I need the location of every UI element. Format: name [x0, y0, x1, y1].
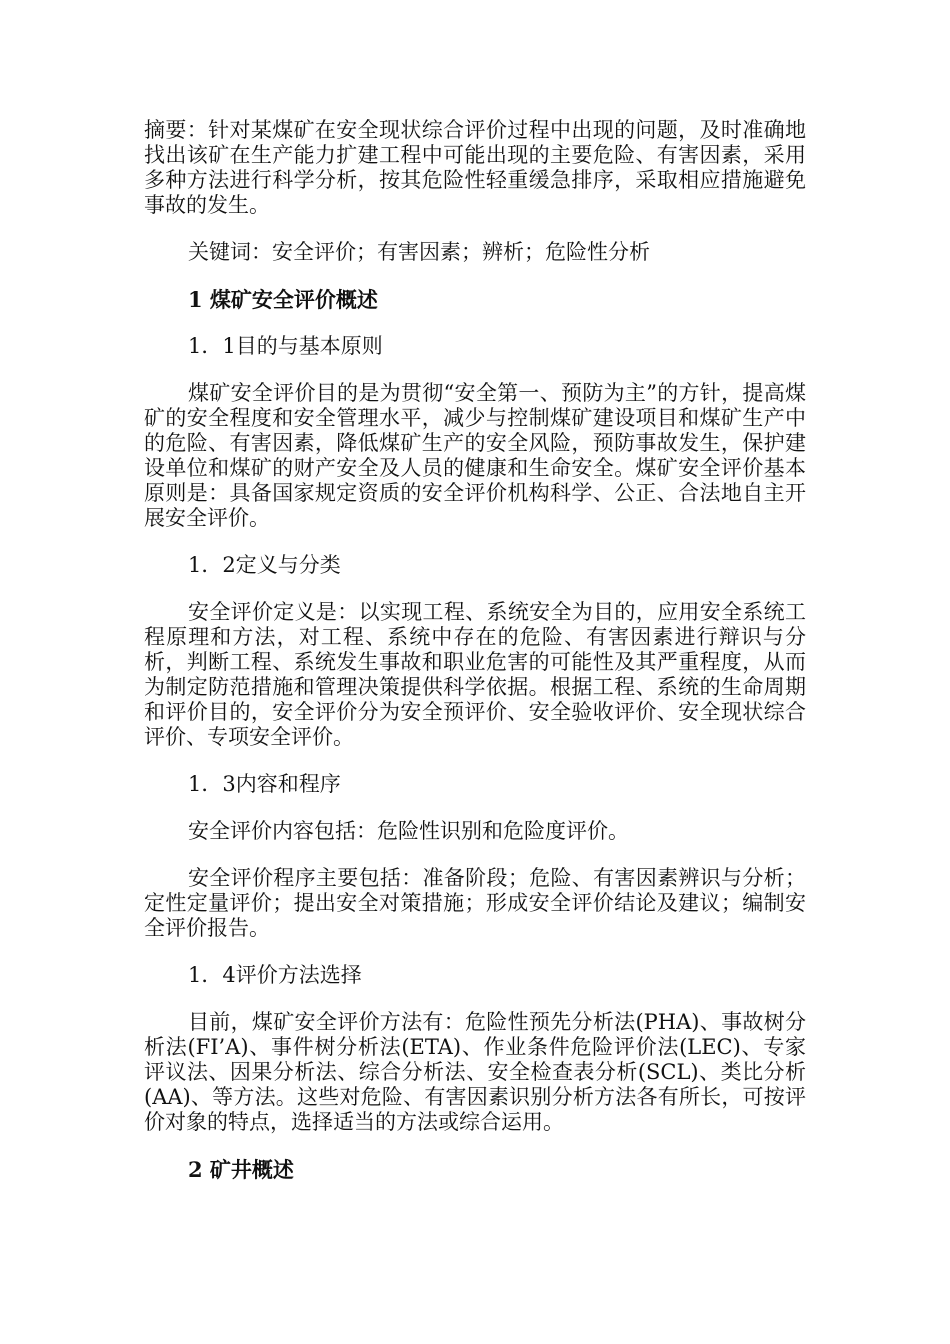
- keywords-paragraph: 关键词：安全评价；有害因素；辨析；危险性分析: [188, 240, 650, 264]
- section-1-2-paragraph: 安全评价定义是：以实现工程、系统安全为目的，应用安全系统工程原理和方法，对工程、系统中存在的危险、有害因素进行辩识与分析，判断工程、系统发生事故和职业危害的可能性及其严重程度，从而为制定防范措施和管理决策提供科学依据。根据工程、系统的生命周期和评价目的，安全评价分为安全预评价、安全验收评价、安全现状综合评价、专项安全评价。: [144, 600, 806, 749]
- section-1-3-paragraph-procedure: 安全评价程序主要包括：准备阶段；危险、有害因素辨识与分析；定性定量评价；提出安全对策措施；形成安全评价结论及建议；编制安全评价报告。: [144, 866, 806, 940]
- section-1-3-paragraph-content: 安全评价内容包括：危险性识别和危险度评价。: [188, 819, 629, 843]
- section-1-1-heading: 1．1目的与基本原则: [188, 334, 383, 358]
- section-1-1-paragraph: 煤矿安全评价目的是为贯彻“安全第一、预防为主”的方针，提高煤矿的安全程度和安全管理水平，减少与控制煤矿建设项目和煤矿生产中的危险、有害因素，降低煤矿生产的安全风险，预防事故发生，保护建设单位和煤矿的财产安全及人员的健康和生命安全。煤矿安全评价基本原则是：具备国家规定资质的安全评价机构科学、公正、合法地自主开展安全评价。: [144, 381, 806, 530]
- document-page: [144, 118, 806, 1204]
- abstract-paragraph: 摘要：针对某煤矿在安全现状综合评价过程中出现的问题，及时准确地找出该矿在生产能力扩建工程中可能出现的主要危险、有害因素，采用多种方法进行科学分析，按其危险性轻重缓急排序，采取相应措施避免事故的发生。: [144, 118, 806, 217]
- section-1-4-paragraph: 目前，煤矿安全评价方法有：危险性预先分析法(PHA)、事故树分析法(FI’A)、事件树分析法(ETA)、作业条件危险评价法(LEC)、专家评议法、因果分析法、综合分析法、安全检查表分析(SCL)、类比分析(AA)、等方法。这些对危险、有害因素识别分析方法各有所长，可按评价对象的特点，选择适当的方法或综合运用。: [144, 1010, 806, 1134]
- section-1-2-heading: 1．2定义与分类: [188, 553, 341, 577]
- section-1-heading: 1 煤矿安全评价概述: [188, 287, 378, 312]
- section-2-heading: 2 矿井概述: [188, 1157, 294, 1182]
- section-1-4-heading: 1．4评价方法选择: [188, 963, 362, 987]
- section-1-3-heading: 1．3内容和程序: [188, 772, 341, 796]
